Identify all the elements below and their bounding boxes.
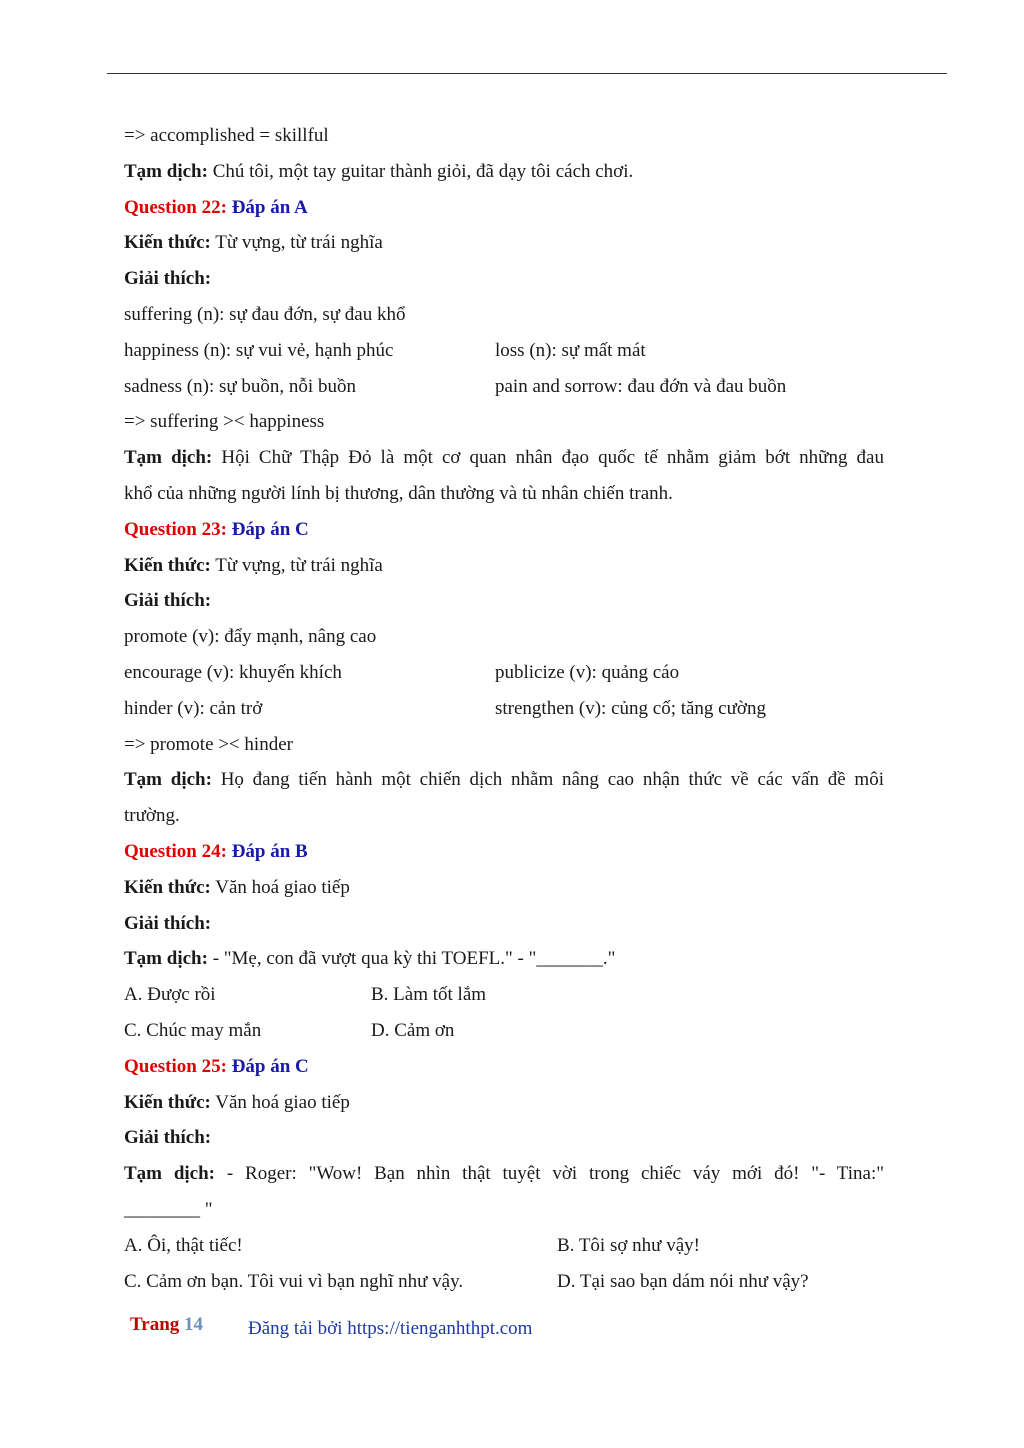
q22-definition-row — [124, 333, 884, 369]
header-rule — [107, 73, 947, 74]
question-label: Question 24: — [124, 840, 232, 862]
q23-translation-cont: trường. — [124, 805, 180, 827]
q25-heading — [124, 1049, 884, 1085]
q25-translation-cont: ________ " — [124, 1198, 213, 1220]
translation-label: Tạm dịch: — [124, 769, 212, 791]
q22-explanation-label: Giải thích: — [124, 268, 212, 290]
q22-definition-row — [124, 369, 884, 405]
option-c: C. Cảm ơn bạn. Tôi vui vì bạn nghĩ như vậy. — [124, 1270, 464, 1292]
option-a: A. Được rồi — [124, 984, 216, 1006]
knowledge-text: Từ vựng, từ trái nghĩa — [210, 232, 383, 254]
definition: encourage (v): khuyến khích — [124, 661, 342, 683]
q22-translation-cont: khổ của những người lính bị thương, dân thường và tù nhân chiến tranh. — [124, 482, 673, 504]
q23-definition-row — [124, 691, 884, 727]
question-label: Question 23: — [124, 518, 232, 540]
q21-result: => accomplished = skillful — [124, 125, 329, 146]
q25-explanation-label: Giải thích: — [124, 1127, 212, 1149]
option-d: D. Tại sao bạn dám nói như vậy? — [557, 1270, 809, 1292]
answer-label: Đáp án B — [231, 840, 308, 862]
q23-explanation-label: Giải thích: — [124, 590, 212, 612]
option-a: A. Ôi, thật tiếc! — [124, 1234, 243, 1256]
q23-definition-row — [124, 655, 884, 691]
answer-label: Đáp án A — [231, 196, 308, 218]
footer-site-link[interactable]: Đăng tải bởi https://tienganhthpt.com — [248, 1318, 533, 1339]
q24-options-row — [124, 977, 884, 1013]
q25-translation — [124, 1156, 884, 1192]
knowledge-text: Từ vựng, từ trái nghĩa — [210, 554, 383, 576]
knowledge-text: Văn hoá giao tiếp — [210, 876, 350, 898]
definition: hinder (v): cản trở — [124, 697, 263, 719]
page-number: 14 — [184, 1314, 204, 1335]
definition: strengthen (v): củng cố; tăng cường — [495, 697, 766, 719]
q22-result: => suffering >< happiness — [124, 411, 325, 433]
knowledge-label: Kiến thức: — [124, 876, 211, 898]
page-content — [124, 118, 884, 1299]
answer-label: Đáp án C — [231, 1055, 309, 1077]
knowledge-label: Kiến thức: — [124, 554, 211, 576]
translation-label: Tạm dịch: — [124, 1163, 216, 1185]
translation-text: Chú tôi, một tay guitar thành giỏi, đã dạy tôi cách chơi. — [207, 160, 634, 182]
definition: sadness (n): sự buồn, nỗi buồn — [124, 375, 356, 397]
q24-knowledge — [124, 870, 884, 906]
q22-translation — [124, 440, 884, 476]
q23-heading — [124, 512, 884, 548]
definition: loss (n): sự mất mát — [495, 339, 646, 361]
q23-result: => promote >< hinder — [124, 733, 293, 755]
definition: pain and sorrow: đau đớn và đau buồn — [495, 375, 787, 397]
answer-label: Đáp án C — [231, 518, 309, 540]
q24-translation — [124, 941, 884, 977]
translation-label: Tạm dịch: — [124, 948, 208, 970]
q23-definition: promote (v): đẩy mạnh, nâng cao — [124, 626, 377, 648]
translation-text: Họ đang tiến hành một chiến dịch nhằm nâng cao nhận thức về các vấn đề môi — [211, 769, 884, 791]
q23-knowledge — [124, 548, 884, 584]
knowledge-label: Kiến thức: — [124, 232, 211, 254]
q24-options-row — [124, 1013, 884, 1049]
q21-translation — [124, 154, 884, 190]
q23-translation — [124, 762, 884, 798]
translation-text: - "Mẹ, con đã vượt qua kỳ thi TOEFL." - "_______." — [207, 948, 616, 970]
q25-options-row — [124, 1264, 884, 1300]
option-b: B. Tôi sợ như vậy! — [557, 1234, 700, 1256]
q25-knowledge — [124, 1085, 884, 1121]
page-label: Trang — [130, 1314, 185, 1335]
option-b: B. Làm tốt lắm — [371, 984, 487, 1006]
page-footer — [130, 1314, 533, 1339]
q24-explanation-label: Giải thích: — [124, 912, 212, 934]
translation-text: Hội Chữ Thập Đỏ là một cơ quan nhân đạo quốc tế nhằm giảm bớt những đau — [212, 447, 884, 469]
question-label: Question 22: — [124, 196, 232, 218]
option-c: C. Chúc may mắn — [124, 1019, 262, 1041]
question-label: Question 25: — [124, 1055, 232, 1077]
knowledge-label: Kiến thức: — [124, 1091, 211, 1113]
translation-label: Tạm dịch: — [124, 447, 213, 469]
definition: happiness (n): sự vui vẻ, hạnh phúc — [124, 339, 394, 361]
option-d: D. Cảm ơn — [371, 1019, 455, 1041]
q22-heading — [124, 190, 884, 226]
translation-text: - Roger: "Wow! Bạn nhìn thật tuyệt vời trong chiếc váy mới đó! "- Tina:" — [215, 1163, 884, 1185]
translation-label: Tạm dịch: — [124, 160, 208, 182]
q22-knowledge — [124, 225, 884, 261]
q24-heading — [124, 834, 884, 870]
definition: publicize (v): quảng cáo — [495, 661, 680, 683]
knowledge-text: Văn hoá giao tiếp — [210, 1091, 350, 1113]
q25-options-row — [124, 1228, 884, 1264]
q22-definition: suffering (n): sự đau đớn, sự đau khổ — [124, 303, 406, 325]
